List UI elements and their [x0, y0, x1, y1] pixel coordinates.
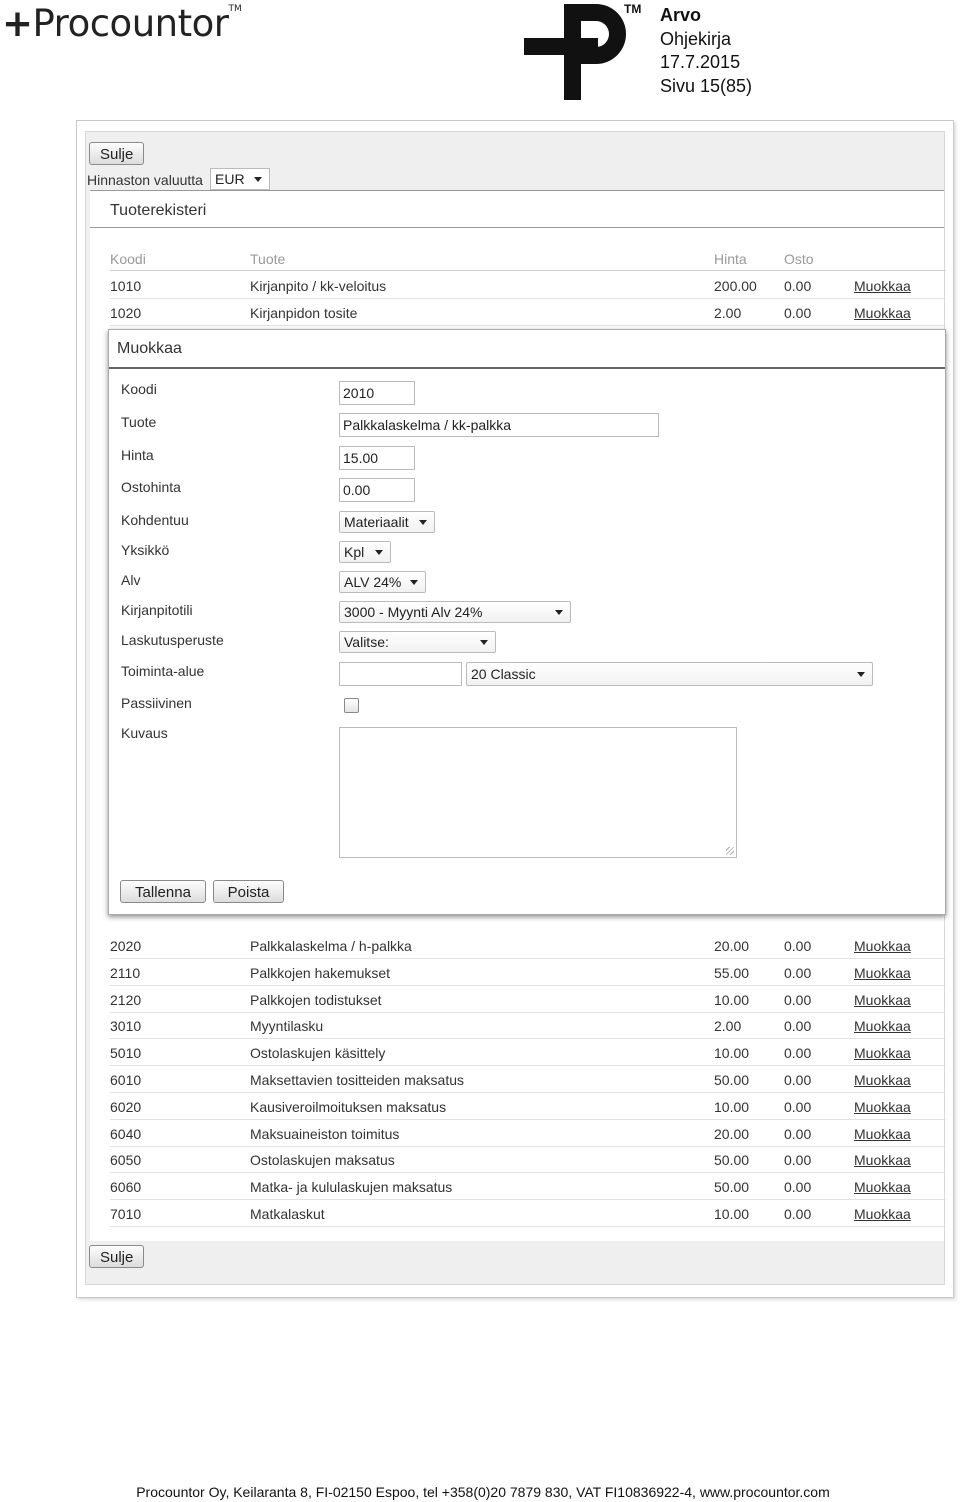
table-row [110, 1173, 946, 1200]
cell-product: Palkkojen hakemukset [250, 964, 391, 981]
cell-price: 10.00 [714, 991, 750, 1008]
cell-price: 50.00 [714, 1152, 750, 1169]
table-row [110, 1120, 946, 1147]
label-inactive: Passiivinen [121, 695, 192, 711]
table-row [110, 1012, 946, 1039]
label-description: Kuvaus [121, 725, 168, 741]
area-value: 20 Classic [471, 666, 536, 682]
meta-line: Sivu 15(85) [660, 75, 753, 96]
purchase-price-input[interactable]: 0.00 [339, 478, 415, 502]
code-input[interactable]: 2010 [339, 381, 415, 405]
label-price: Hinta [121, 447, 154, 463]
edit-link[interactable]: Muokkaa [854, 1072, 911, 1088]
cell-product: Ostolaskujen maksatus [250, 1152, 395, 1169]
cell-code: 6040 [110, 1125, 142, 1142]
cell-code: 6060 [110, 1179, 142, 1196]
chevron-down-icon [410, 580, 418, 585]
table-row [110, 959, 946, 986]
edit-link[interactable]: Muokkaa [854, 1125, 911, 1142]
cell-purchase: 0.00 [784, 1072, 812, 1088]
close-button-top[interactable]: Sulje [89, 142, 144, 165]
cell-product: Matkalaskut [250, 1206, 325, 1222]
cell-price: 20.00 [714, 1125, 750, 1142]
cell-purchase: 0.00 [784, 1018, 812, 1035]
cell-purchase: 0.00 [784, 1125, 812, 1142]
edit-link[interactable]: Muokkaa [854, 1045, 911, 1062]
edit-link[interactable]: Muokkaa [854, 305, 911, 321]
edit-link[interactable]: Muokkaa [854, 938, 911, 954]
table-row [110, 1093, 946, 1120]
edit-link[interactable]: Muokkaa [854, 1179, 911, 1196]
cell-purchase: 0.00 [784, 938, 812, 954]
cell-code: 6010 [110, 1072, 142, 1088]
cell-product: Kirjanpidon tosite [250, 305, 358, 321]
trademark-label: TM [624, 2, 642, 16]
cell-purchase: 0.00 [784, 991, 812, 1008]
table-row [110, 986, 946, 1013]
cell-price: 10.00 [714, 1206, 750, 1222]
cell-purchase: 0.00 [784, 1045, 812, 1062]
cell-purchase: 0.00 [784, 1152, 812, 1169]
cell-purchase: 0.00 [784, 964, 812, 981]
chevron-down-icon [480, 640, 488, 645]
vat-select[interactable] [339, 571, 426, 593]
target-select[interactable] [339, 511, 435, 533]
unit-select[interactable] [339, 541, 391, 563]
cell-product: Matka- ja kululaskujen maksatus [250, 1179, 453, 1196]
cell-product: Myyntilasku [250, 1018, 324, 1035]
procountor-logo: +Procountor™ [2, 2, 242, 45]
cell-code: 1010 [110, 278, 142, 294]
label-vat: Alv [121, 572, 141, 588]
cell-price: 10.00 [714, 1045, 750, 1062]
meta-line: Arvo [660, 5, 702, 25]
meta-line: Ohjekirja [660, 28, 732, 49]
edit-link[interactable]: Muokkaa [854, 1152, 911, 1169]
cell-purchase: 0.00 [784, 1206, 812, 1222]
table-header [110, 248, 946, 271]
table-row [110, 272, 946, 299]
chevron-down-icon [419, 520, 427, 525]
table-row [110, 1039, 946, 1066]
title-divider [90, 227, 944, 228]
save-button[interactable]: Tallenna [120, 880, 206, 903]
cell-price: 20.00 [714, 938, 750, 954]
edit-link[interactable]: Muokkaa [854, 278, 911, 294]
edit-link[interactable]: Muokkaa [854, 1206, 911, 1222]
currency-value: EUR [215, 171, 245, 187]
cell-product: Maksuaineiston toimitus [250, 1125, 400, 1142]
cell-price: 200.00 [714, 278, 757, 294]
table-row [110, 932, 946, 959]
meta-line: 17.7.2015 [660, 52, 741, 72]
edit-link[interactable]: Muokkaa [854, 991, 911, 1008]
table-row [110, 299, 946, 326]
document-meta [660, 4, 752, 98]
area-code-input[interactable] [339, 662, 462, 686]
billing-basis-select[interactable] [339, 631, 496, 653]
cell-price: 50.00 [714, 1179, 750, 1196]
label-product: Tuote [121, 414, 157, 430]
procountor-p-mark-icon [524, 4, 634, 100]
panel-title: Tuoterekisteri [110, 202, 207, 219]
cell-purchase: 0.00 [784, 305, 812, 321]
billing-basis-value: Valitse: [344, 634, 389, 650]
cell-price: 55.00 [714, 964, 750, 981]
price-input[interactable]: 15.00 [339, 446, 415, 470]
header-purchase: Osto [784, 251, 814, 267]
vat-value: ALV 24% [344, 574, 402, 590]
label-target: Kohdentuu [121, 512, 189, 528]
label-unit: Yksikkö [121, 542, 170, 558]
cell-product: Kausiveroilmoituksen maksatus [250, 1098, 447, 1115]
account-select[interactable] [339, 601, 571, 623]
table-row [110, 1066, 946, 1093]
delete-button[interactable]: Poista [213, 880, 284, 903]
dialog-title: Muokkaa [117, 340, 182, 357]
document-footer: Procountor Oy, Keilaranta 8, FI-02150 Espoo, tel +358(0)20 7879 830, VAT FI10836922-4, www.procountor.com [136, 1484, 830, 1500]
cell-code: 3010 [110, 1018, 142, 1035]
dialog-title-divider [109, 367, 945, 369]
label-code: Koodi [121, 381, 157, 397]
chevron-down-icon [375, 550, 383, 555]
cell-code: 5010 [110, 1045, 142, 1062]
product-input[interactable]: Palkkalaskelma / kk-palkka [339, 413, 659, 437]
cell-price: 2.00 [714, 305, 742, 321]
cell-purchase: 0.00 [784, 1098, 812, 1115]
cell-code: 2020 [110, 938, 142, 954]
cell-product: Kirjanpito / kk-veloitus [250, 278, 387, 294]
unit-value: Kpl [344, 544, 365, 560]
close-button-bottom[interactable]: Sulje [89, 1245, 144, 1268]
header-product: Tuote [250, 251, 286, 267]
cell-product: Ostolaskujen käsittely [250, 1045, 386, 1062]
cell-code: 2110 [110, 964, 141, 981]
cell-purchase: 0.00 [784, 1179, 812, 1196]
resize-grip-icon[interactable] [726, 847, 734, 855]
chevron-down-icon [555, 610, 563, 615]
cell-code: 6020 [110, 1098, 142, 1115]
area-select[interactable] [466, 662, 873, 686]
cell-code: 2120 [110, 991, 142, 1008]
cell-price: 2.00 [714, 1018, 742, 1035]
screenshot-frame [76, 120, 954, 1298]
inactive-checkbox[interactable] [344, 698, 359, 713]
currency-select[interactable] [210, 168, 270, 190]
table-row [110, 1146, 946, 1173]
account-value: 3000 - Myynti Alv 24% [344, 604, 483, 620]
description-textarea[interactable] [339, 727, 737, 858]
chevron-down-icon [857, 672, 865, 677]
cell-code: 6050 [110, 1152, 142, 1169]
edit-link[interactable]: Muokkaa [854, 964, 911, 981]
cell-price: 50.00 [714, 1072, 750, 1088]
cell-code: 7010 [110, 1206, 142, 1222]
app-window [85, 131, 945, 1285]
edit-dialog [108, 329, 946, 915]
cell-product: Palkkalaskelma / h-palkka [250, 938, 412, 954]
cell-code: 1020 [110, 305, 142, 321]
label-area: Toiminta-alue [121, 663, 205, 679]
header-price: Hinta [714, 251, 747, 267]
edit-link[interactable]: Muokkaa [854, 1098, 911, 1115]
cell-purchase: 0.00 [784, 278, 812, 294]
header-code: Koodi [110, 251, 146, 267]
cell-product: Palkkojen todistukset [250, 991, 382, 1008]
label-billing-basis: Laskutusperuste [121, 632, 224, 648]
currency-label: Hinnaston valuutta [87, 172, 203, 188]
table-row [110, 1200, 946, 1227]
cell-product: Maksettavien tositteiden maksatus [250, 1072, 464, 1088]
label-purchase-price: Ostohinta [121, 479, 181, 495]
label-account: Kirjanpitotili [121, 602, 193, 618]
edit-link[interactable]: Muokkaa [854, 1018, 911, 1035]
cell-price: 10.00 [714, 1098, 750, 1115]
chevron-down-icon [254, 177, 262, 182]
target-value: Materiaalit [344, 514, 409, 530]
